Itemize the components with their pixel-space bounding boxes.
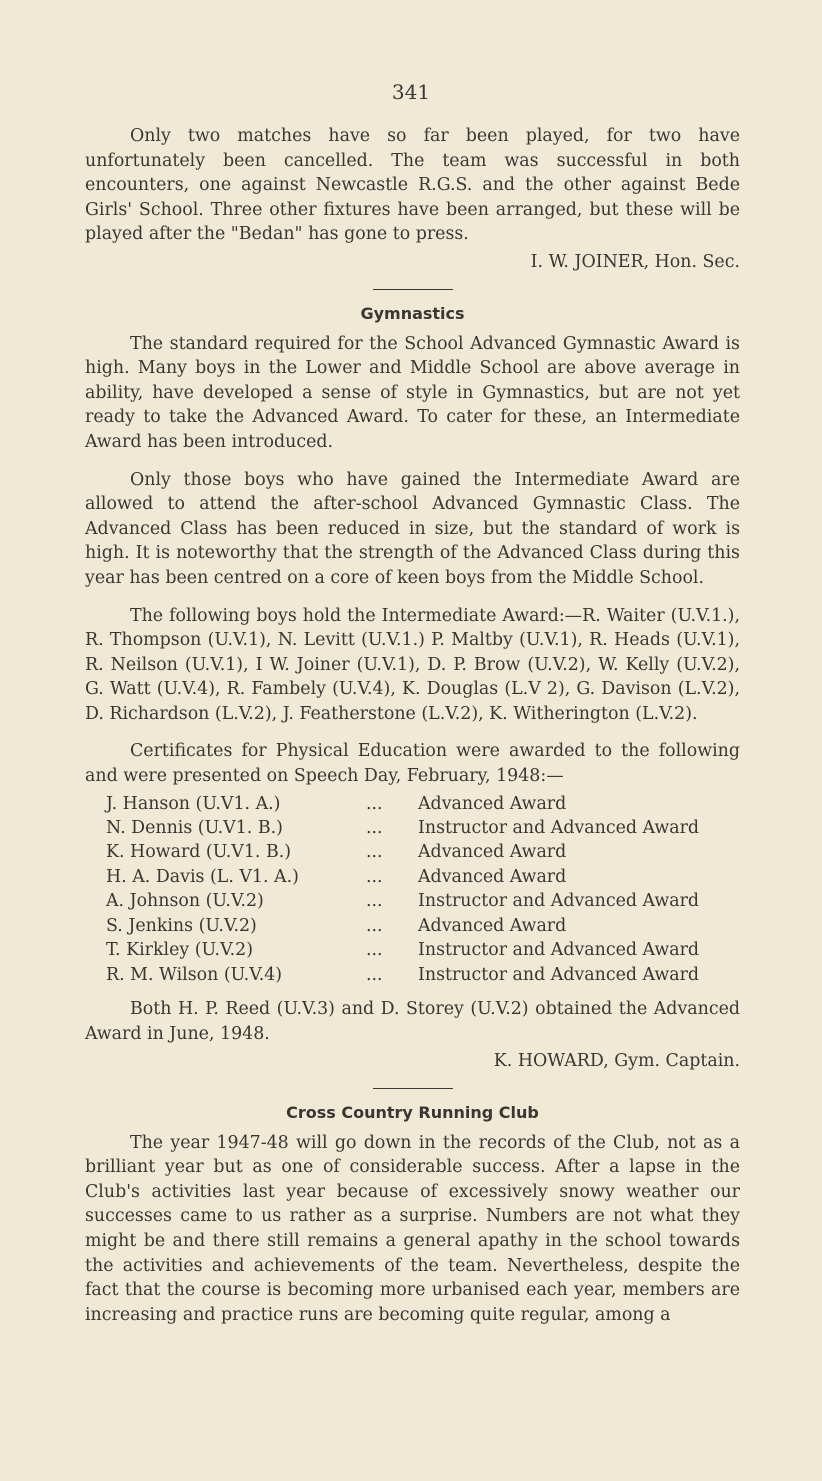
cert-dots: ... <box>366 866 383 887</box>
cert-award: Instructor and Advanced Award <box>418 818 700 839</box>
page-content <box>85 124 740 1340</box>
section-divider <box>373 1088 453 1089</box>
table-row <box>85 963 740 987</box>
cert-name: T. Kirkley (U.V.2) <box>106 940 253 961</box>
cert-name: A. Johnson (U.V.2) <box>106 891 264 912</box>
table-row <box>85 816 740 840</box>
gymnastics-paragraph-1: The standard required for the School Advanced Gymnastic Award is high. Many boys in the Lower and Middle School are above average in ability, have developed a sense of style in Gymnastics, but are not yet ready to take the Advanced Award. To cater for these, an Intermediate Award has been introduced. <box>85 333 740 452</box>
cert-name: N. Dennis (U.V1. B.) <box>106 818 283 839</box>
table-row <box>85 889 740 913</box>
gymnastics-heading: Gymnastics <box>360 303 465 323</box>
table-row <box>85 938 740 962</box>
intro-paragraph: Only two matches have so far been played, for two have unfortunately been cancelled. The team was successful in both encounters, one against Newcastle R.G.S. and the other against Bede Girls' School. Three other fixtures have been arranged, but these will be played after the "Bedan" has gone to press. <box>85 126 740 245</box>
gymnastics-signature: K. HOWARD, Gym. Captain. <box>493 1051 740 1072</box>
section-divider <box>373 289 453 290</box>
gymnastics-paragraph-2: Only those boys who have gained the Intermediate Award are allowed to attend the after-school Advanced Gymnastic Class. The Advanced Class has been reduced in size, but the standard of work is high. It is noteworthy that the strength of the Advanced Class during this year has been centred on a core of keen boys from the Middle School. <box>85 469 740 588</box>
cert-award: Instructor and Advanced Award <box>418 940 700 961</box>
cert-award: Instructor and Advanced Award <box>418 891 700 912</box>
cross-country-paragraph: The year 1947-48 will go down in the records of the Club, not as a brilliant year but as one of considerable success. After a lapse in the Club's activities last year because of excessively snowy weather our successes came to us rather as a surprise. Numbers are not what they might be and there still remains a general apathy in the school towards the activities and achievements of the team. Nevertheless, despite the fact that the course is becoming more urbanised each year, members are increasing and practice runs are becoming quite regular, among a <box>85 1132 740 1325</box>
cert-name: H. A. Davis (L. V1. A.) <box>106 866 299 887</box>
cert-dots: ... <box>366 818 383 839</box>
cert-award: Advanced Award <box>418 842 567 863</box>
cert-dots: ... <box>366 940 383 961</box>
cert-dots: ... <box>366 793 383 814</box>
cert-name: S. Jenkins (U.V.2) <box>106 915 257 936</box>
cert-dots: ... <box>366 842 383 863</box>
cert-award: Advanced Award <box>418 866 567 887</box>
table-row <box>85 792 740 816</box>
table-row <box>85 914 740 938</box>
cert-dots: ... <box>366 891 383 912</box>
table-row <box>85 840 740 864</box>
certificates-table <box>85 792 740 987</box>
cert-name: R. M. Wilson (U.V.4) <box>106 964 283 985</box>
cert-name: K. Howard (U.V1. B.) <box>106 842 292 863</box>
page-number: 341 <box>391 80 431 104</box>
gymnastics-paragraph-4: Certificates for Physical Education were awarded to the following and were presented on Speech Day, February, 1948:— <box>85 741 740 787</box>
table-row <box>85 865 740 889</box>
cert-award: Advanced Award <box>418 793 567 814</box>
cert-award: Instructor and Advanced Award <box>418 964 700 985</box>
gymnastics-closing-paragraph: Both H. P. Reed (U.V.3) and D. Storey (U.V.2) obtained the Advanced Award in June, 1948. <box>85 998 740 1044</box>
cert-name: J. Hanson (U.V1. A.) <box>106 793 281 814</box>
cert-dots: ... <box>366 964 383 985</box>
intro-signature: I. W. JOINER, Hon. Sec. <box>530 251 740 272</box>
cross-country-heading: Cross Country Running Club <box>286 1102 539 1122</box>
cert-dots: ... <box>366 915 383 936</box>
cert-award: Advanced Award <box>418 915 567 936</box>
gymnastics-paragraph-3: The following boys hold the Intermediate Award:—R. Waiter (U.V.1.), R. Thompson (U.V.1), N. Levitt (U.V.1.) P. Maltby (U.V.1), R. Heads (U.V.1), R. Neilson (U.V.1), I W. Joiner (U.V.1), D. P. Brow (U.V.2), W. Kelly (U.V.2), G. Watt (U.V.4), R. Fambely (U.V.4), K. Douglas (L.V 2), G. Davison (L.V.2), D. Richardson (L.V.2), J. Featherstone (L.V.2), K. Witherington (L.V.2). <box>85 605 740 724</box>
